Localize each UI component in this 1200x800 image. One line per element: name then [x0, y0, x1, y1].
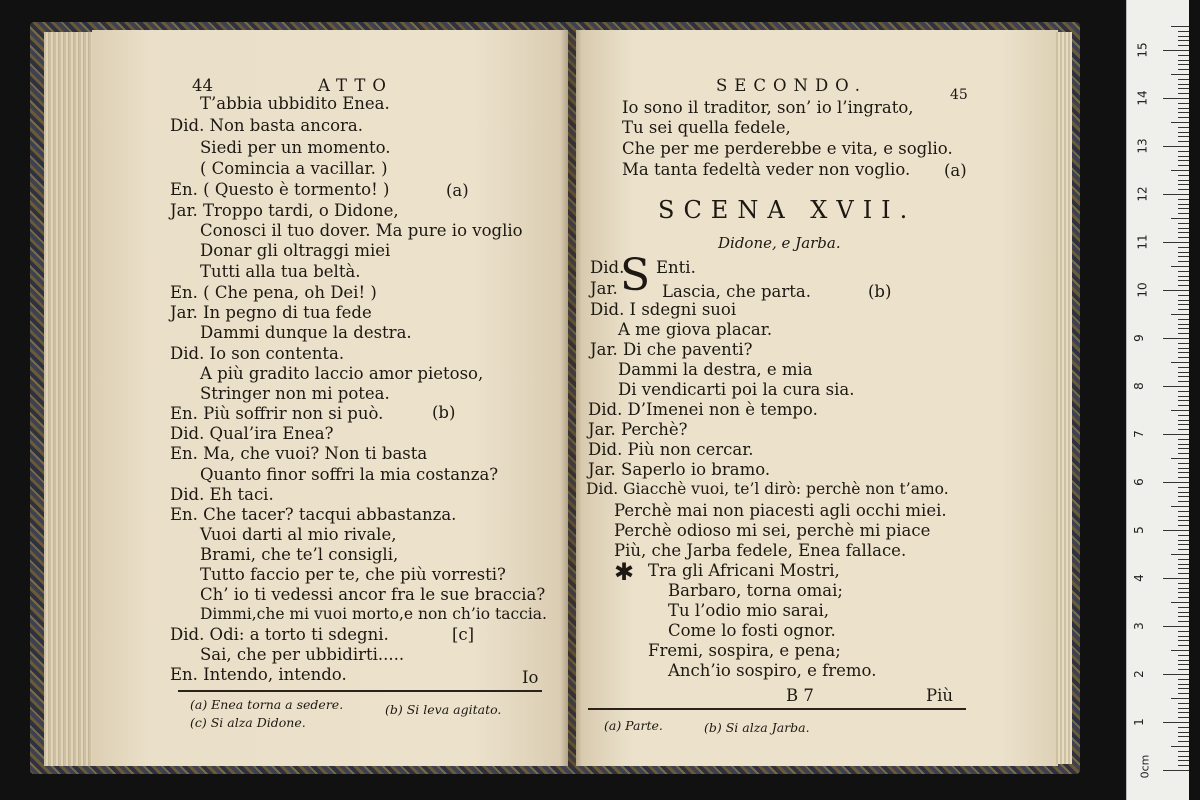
signature-mark: B 7 — [786, 686, 814, 705]
ruler-tick — [1171, 266, 1189, 267]
ruler-tick — [1178, 703, 1189, 704]
text-line: Anch’io sospiro, e fremo. — [668, 661, 877, 680]
text-line: Ma tanta fedeltà veder non voglio. — [622, 160, 911, 179]
ruler-tick — [1178, 180, 1189, 181]
ruler-tick — [1178, 304, 1189, 305]
text-line: Quanto finor soffri la mia costanza? — [200, 465, 499, 484]
ruler-number: 1 — [1131, 718, 1146, 726]
text-line: A più gradito laccio amor pietoso, — [200, 364, 484, 383]
ruler-tick — [1178, 573, 1189, 574]
text-line: Fremi, sospira, e pena; — [648, 641, 841, 660]
ruler-tick — [1178, 36, 1189, 37]
ruler-tick — [1171, 506, 1189, 507]
ruler-tick — [1163, 242, 1189, 243]
ruler-tick — [1178, 160, 1189, 161]
text-line: Did. Giacchè vuoi, te’l dirò: perchè non t’amo. — [586, 480, 949, 498]
text-line: Perchè odioso mi sei, perchè mi piace — [614, 521, 931, 540]
footnote-marker: [c] — [452, 625, 475, 644]
ruler-tick — [1178, 103, 1189, 104]
ruler-tick — [1178, 285, 1189, 286]
ruler-tick — [1178, 511, 1189, 512]
ruler-tick — [1178, 664, 1189, 665]
text-line: Dammi la destra, e mia — [618, 360, 813, 379]
ruler-tick — [1171, 74, 1189, 75]
ruler-tick — [1178, 439, 1189, 440]
book-gutter — [560, 30, 582, 766]
ruler-tick — [1178, 132, 1189, 133]
text-line: Tutto faccio per te, che più vorresti? — [200, 565, 506, 584]
text-line: Jar. In pegno di tua fede — [170, 303, 372, 322]
ruler-tick — [1178, 597, 1189, 598]
ruler-tick — [1163, 146, 1189, 147]
scene-title: SCENA XVII. — [658, 196, 917, 224]
ruler-tick — [1178, 396, 1189, 397]
ruler-tick — [1178, 189, 1189, 190]
ruler-tick — [1178, 477, 1189, 478]
ruler-tick — [1178, 165, 1189, 166]
ruler-tick — [1178, 583, 1189, 584]
ruler-tick — [1178, 520, 1189, 521]
ruler-tick — [1178, 621, 1189, 622]
ruler-tick — [1178, 228, 1189, 229]
text-line: En. Più soffrir non si può. — [170, 404, 384, 423]
text-line: Siedi per un momento. — [200, 138, 391, 157]
ruler-tick — [1178, 319, 1189, 320]
left-page-edges — [44, 32, 96, 766]
ruler-tick — [1178, 448, 1189, 449]
ruler-tick — [1163, 290, 1189, 291]
ruler-tick — [1178, 237, 1189, 238]
ruler-tick — [1171, 650, 1189, 651]
ruler-tick — [1178, 117, 1189, 118]
text-line: Dammi dunque la destra. — [200, 323, 412, 342]
text-line: T’abbia ubbidito Enea. — [200, 94, 390, 113]
text-line: Jar. Perchè? — [588, 420, 688, 439]
ruler-tick — [1178, 127, 1189, 128]
ruler-tick — [1171, 314, 1189, 315]
ruler-number: 12 — [1135, 186, 1150, 202]
footnote-marker: (b) — [868, 282, 892, 301]
text-line: Did. Io son contenta. — [170, 344, 345, 363]
ruler-tick — [1178, 223, 1189, 224]
ruler-tick — [1178, 391, 1189, 392]
text-line: En. Che tacer? tacqui abbastanza. — [170, 505, 457, 524]
ruler-tick — [1163, 530, 1189, 531]
ruler-tick — [1178, 141, 1189, 142]
ruler-tick — [1178, 184, 1189, 185]
ruler-tick — [1178, 616, 1189, 617]
ruler-tick — [1178, 31, 1189, 32]
ruler-tick — [1171, 746, 1189, 747]
ruler-tick — [1178, 276, 1189, 277]
text-line: Tra gli Africani Mostri, — [648, 561, 840, 580]
ruler-tick — [1163, 98, 1189, 99]
text-line: Tu l’odio mio sarai, — [668, 601, 830, 620]
ruler-tick — [1163, 722, 1189, 723]
ruler-tick — [1178, 333, 1189, 334]
drop-cap: S — [620, 250, 651, 301]
ruler-tick — [1178, 717, 1189, 718]
text-line: Donar gli oltraggi miei — [200, 241, 391, 260]
ruler-tick — [1178, 655, 1189, 656]
ruler-tick — [1178, 712, 1189, 713]
ruler-tick — [1178, 588, 1189, 589]
ruler-tick — [1178, 727, 1189, 728]
measurement-ruler — [1126, 0, 1189, 800]
ruler-tick — [1178, 549, 1189, 550]
ruler-number: 15 — [1135, 42, 1150, 58]
ruler-tick — [1163, 194, 1189, 195]
text-line: Did. Qual’ira Enea? — [170, 424, 334, 443]
ruler-tick — [1163, 386, 1189, 387]
text-line: Conosci il tuo dover. Ma pure io voglio — [200, 221, 523, 240]
text-line: Jar. Troppo tardi, o Didone, — [170, 201, 399, 220]
ruler-tick — [1178, 256, 1189, 257]
ruler-tick — [1178, 636, 1189, 637]
text-line: Jar. Di che paventi? — [590, 340, 753, 359]
catchword: Più — [926, 686, 954, 705]
text-line: Io sono il traditor, son’ io l’ingrato, — [622, 98, 914, 117]
ruler-tick — [1178, 175, 1189, 176]
ruler-tick — [1178, 468, 1189, 469]
ruler-tick — [1178, 55, 1189, 56]
text-line: Perchè mai non piacesti agli occhi miei. — [614, 501, 947, 520]
left-page-number: 44 — [192, 76, 213, 95]
text-line: Did. Odi: a torto ti sdegni. — [170, 625, 389, 644]
text-line: Che per me perderebbe e vita, e soglio. — [622, 139, 953, 158]
ruler-tick — [1171, 698, 1189, 699]
ruler-tick — [1178, 669, 1189, 670]
right-running-head: SECONDO. — [716, 76, 867, 95]
ruler-tick — [1178, 156, 1189, 157]
ruler-tick — [1178, 280, 1189, 281]
ruler-tick — [1178, 501, 1189, 502]
ruler-tick — [1178, 357, 1189, 358]
ruler-tick — [1178, 564, 1189, 565]
ruler-tick — [1178, 631, 1189, 632]
ruler-tick — [1178, 88, 1189, 89]
ruler-tick — [1178, 760, 1189, 761]
ruler-tick — [1178, 271, 1189, 272]
ruler-tick — [1178, 453, 1189, 454]
text-line: Did. I sdegni suoi — [590, 300, 737, 319]
text-line: Come lo fosti ognor. — [668, 621, 836, 640]
ruler-number: 9 — [1131, 334, 1146, 342]
ruler-tick — [1178, 640, 1189, 641]
ruler-tick — [1178, 352, 1189, 353]
ruler-tick — [1178, 612, 1189, 613]
ruler-tick — [1163, 770, 1189, 771]
ruler-number: 4 — [1131, 574, 1146, 582]
footnote: (a) Parte. — [604, 718, 663, 733]
right-page-number: 45 — [950, 87, 968, 103]
ruler-tick — [1178, 751, 1189, 752]
text-line: Dimmi,che mi vuoi morto,e non ch’io taccia. — [200, 605, 547, 623]
ruler-tick — [1178, 660, 1189, 661]
ruler-tick — [1178, 93, 1189, 94]
ruler-tick — [1171, 602, 1189, 603]
ruler-tick — [1178, 208, 1189, 209]
footnote: (c) Si alza Didone. — [190, 715, 306, 730]
ruler-tick — [1178, 496, 1189, 497]
ruler-tick — [1171, 122, 1189, 123]
ruler-tick — [1178, 535, 1189, 536]
ruler-tick — [1171, 554, 1189, 555]
ruler-tick — [1178, 204, 1189, 205]
text-line: A me giova placar. — [618, 320, 773, 339]
ruler-tick — [1163, 434, 1189, 435]
ruler-tick — [1178, 420, 1189, 421]
ruler-number: 5 — [1131, 526, 1146, 534]
ruler-tick — [1178, 472, 1189, 473]
ruler-tick — [1178, 151, 1189, 152]
footnote-rule — [178, 690, 542, 692]
ruler-tick — [1171, 170, 1189, 171]
ruler-tick — [1178, 324, 1189, 325]
text-line: Di vendicarti poi la cura sia. — [618, 380, 855, 399]
ruler-tick — [1171, 26, 1189, 27]
text-line: Stringer non mi potea. — [200, 384, 390, 403]
text-line: Did. Non basta ancora. — [170, 116, 363, 135]
ruler-tick — [1178, 112, 1189, 113]
ruler-number: 8 — [1131, 382, 1146, 390]
ruler-tick — [1171, 218, 1189, 219]
text-line: Lascia, che parta. — [662, 282, 811, 301]
text-line: Barbaro, torna omai; — [668, 581, 843, 600]
ruler-tick — [1178, 295, 1189, 296]
scene-characters: Didone, e Jarba. — [718, 234, 841, 252]
ruler-tick — [1178, 568, 1189, 569]
ruler-tick — [1178, 45, 1189, 46]
ruler-number: 14 — [1135, 90, 1150, 106]
ruler-tick — [1163, 338, 1189, 339]
ruler-tick — [1178, 405, 1189, 406]
footnote-marker: (a) — [944, 161, 967, 180]
text-line: Vuoi darti al mio rivale, — [200, 525, 397, 544]
ruler-tick — [1178, 261, 1189, 262]
text-line: En. Intendo, intendo. — [170, 665, 347, 684]
ruler-tick — [1178, 741, 1189, 742]
ruler-tick — [1178, 645, 1189, 646]
ruler-tick — [1178, 232, 1189, 233]
ruler-tick — [1178, 213, 1189, 214]
speaker-label: Jar. — [590, 279, 618, 298]
text-line: Ch’ io ti vedessi ancor fra le sue braccia? — [200, 585, 546, 604]
ruler-tick — [1178, 328, 1189, 329]
text-line: Did. Più non cercar. — [588, 440, 754, 459]
ruler-tick — [1178, 525, 1189, 526]
right-page-edges — [1056, 32, 1072, 764]
ruler-number: 13 — [1135, 138, 1150, 154]
ruler-tick — [1178, 424, 1189, 425]
ruler-number: 2 — [1131, 670, 1146, 678]
ruler-tick — [1178, 732, 1189, 733]
ruler-tick — [1178, 444, 1189, 445]
ruler-tick — [1178, 372, 1189, 373]
ruler-tick — [1178, 492, 1189, 493]
ruler-tick — [1178, 415, 1189, 416]
ruler-tick — [1178, 679, 1189, 680]
footnote: (a) Enea torna a sedere. — [190, 697, 344, 712]
ruler-tick — [1178, 693, 1189, 694]
ruler-tick — [1178, 64, 1189, 65]
text-line: ( Comincia a vacillar. ) — [200, 159, 388, 178]
ruler-tick — [1178, 592, 1189, 593]
ruler-tick — [1178, 544, 1189, 545]
ruler-tick — [1178, 348, 1189, 349]
ruler-tick — [1178, 688, 1189, 689]
footnote-marker: (b) — [432, 403, 456, 422]
text-line: Sai, che per ubbidirti..... — [200, 645, 405, 664]
ruler-number: 10 — [1135, 282, 1150, 298]
text-line: Jar. Saperlo io bramo. — [588, 460, 771, 479]
ruler-tick — [1178, 429, 1189, 430]
footnote-rule — [588, 708, 966, 710]
ruler-tick — [1178, 247, 1189, 248]
text-line: Tu sei quella fedele, — [622, 118, 791, 137]
footnote: (b) Si leva agitato. — [385, 702, 502, 717]
ruler-tick — [1163, 674, 1189, 675]
ruler-tick — [1178, 79, 1189, 80]
ruler-tick — [1178, 736, 1189, 737]
asterisk-mark: ✱ — [614, 558, 635, 586]
text-line: En. ( Questo è tormento! ) — [170, 180, 390, 199]
ruler-tick — [1178, 559, 1189, 560]
ruler-tick — [1178, 309, 1189, 310]
ruler-tick — [1178, 108, 1189, 109]
ruler-tick — [1178, 60, 1189, 61]
ruler-tick — [1178, 516, 1189, 517]
ruler-tick — [1178, 376, 1189, 377]
ruler-tick — [1178, 708, 1189, 709]
text-line: En. Ma, che vuoi? Non ti basta — [170, 444, 428, 463]
ruler-tick — [1178, 136, 1189, 137]
ruler-tick — [1171, 458, 1189, 459]
speaker-label: Did. — [590, 258, 625, 277]
ruler-tick — [1171, 362, 1189, 363]
ruler-unit-label: 0cm — [1138, 754, 1152, 779]
ruler-tick — [1178, 367, 1189, 368]
ruler-number: 11 — [1135, 234, 1150, 250]
ruler-tick — [1178, 540, 1189, 541]
ruler-tick — [1178, 487, 1189, 488]
ruler-tick — [1178, 381, 1189, 382]
ruler-number: 3 — [1131, 622, 1146, 630]
ruler-tick — [1178, 84, 1189, 85]
ruler-tick — [1178, 607, 1189, 608]
text-line: Più, che Jarba fedele, Enea fallace. — [614, 541, 907, 560]
ruler-tick — [1178, 300, 1189, 301]
ruler-number: 7 — [1131, 430, 1146, 438]
ruler-tick — [1163, 578, 1189, 579]
ruler-tick — [1178, 463, 1189, 464]
text-line: Did. Eh taci. — [170, 485, 274, 504]
ruler-tick — [1178, 69, 1189, 70]
text-line: Did. D’Imenei non è tempo. — [588, 400, 818, 419]
ruler-number: 6 — [1131, 478, 1146, 486]
catchword: Io — [522, 668, 539, 687]
text-line: Tutti alla tua beltà. — [200, 262, 361, 281]
ruler-tick — [1163, 50, 1189, 51]
ruler-tick — [1178, 252, 1189, 253]
text-line: Enti. — [656, 258, 696, 277]
footnote: (b) Si alza Jarba. — [704, 720, 810, 735]
ruler-tick — [1163, 482, 1189, 483]
ruler-tick — [1178, 40, 1189, 41]
left-running-head: ATTO — [318, 76, 393, 95]
ruler-tick — [1178, 400, 1189, 401]
ruler-tick — [1178, 199, 1189, 200]
ruler-tick — [1178, 684, 1189, 685]
ruler-tick — [1178, 756, 1189, 757]
footnote-marker: (a) — [446, 181, 469, 200]
ruler-tick — [1178, 765, 1189, 766]
ruler-tick — [1178, 343, 1189, 344]
text-line: En. ( Che pena, oh Dei! ) — [170, 283, 377, 302]
text-line: Brami, che te’l consigli, — [200, 545, 399, 564]
ruler-tick — [1163, 626, 1189, 627]
ruler-tick — [1171, 410, 1189, 411]
